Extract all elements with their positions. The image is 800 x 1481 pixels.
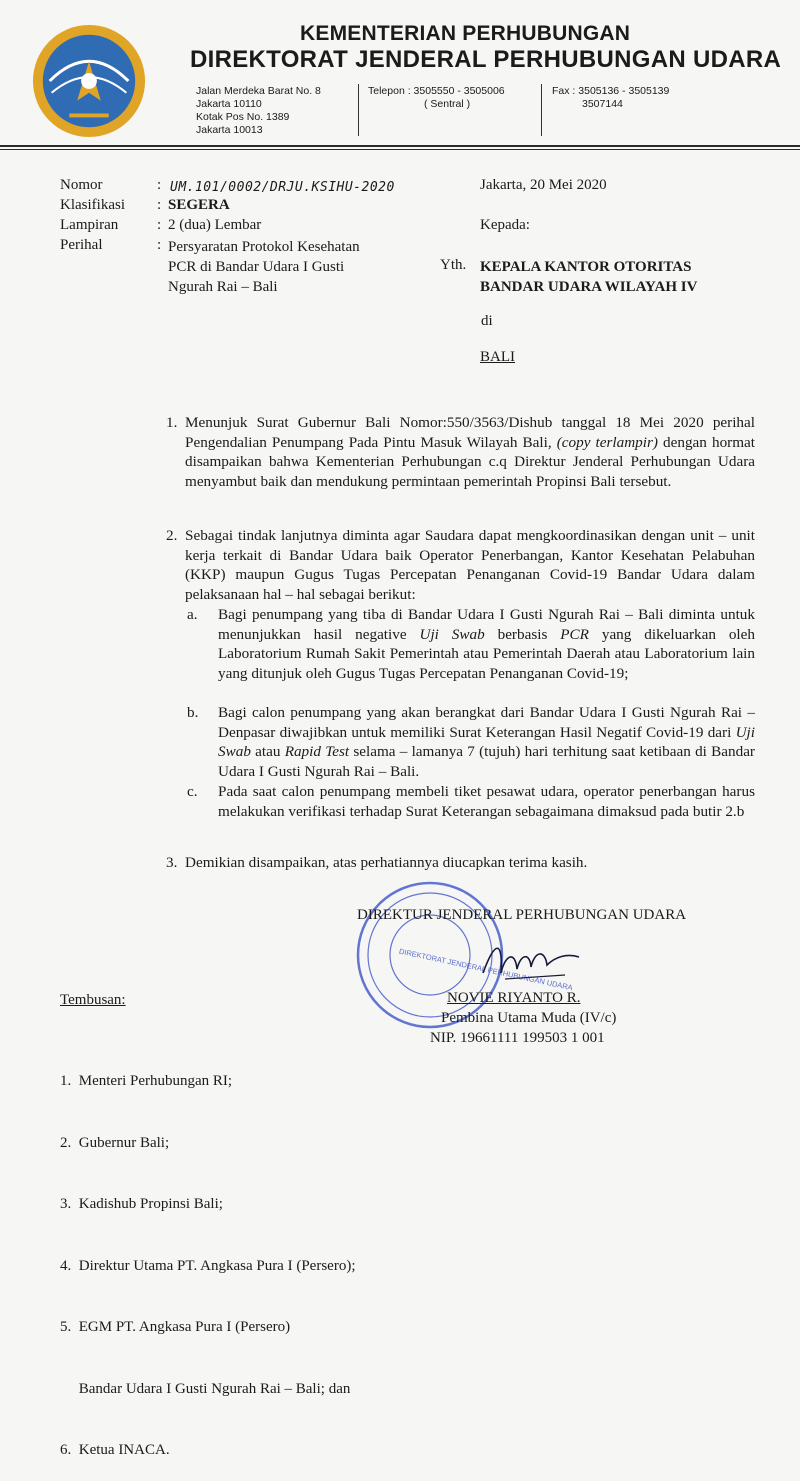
fax-value: 3505136 - 3505139 (578, 85, 670, 97)
colon: : (157, 237, 162, 253)
cc-title: Tembusan: (60, 992, 126, 1008)
telephone-value: 3505550 - 3505006 (413, 85, 505, 97)
nomor-value: UM.101/0002/DRJU.KSIHU-2020 (170, 180, 395, 195)
perihal-value (168, 237, 360, 297)
address-block (196, 85, 321, 137)
header-rule (0, 145, 800, 147)
signatory-title: DIREKTUR JENDERAL PERHUBUNGAN UDARA (357, 907, 687, 923)
paragraph-3: Demikian disampaikan, atas perhatiannya diucapkan terima kasih. (185, 854, 588, 871)
item-label: b. (187, 704, 199, 721)
handwritten-signature (475, 935, 585, 985)
item-b (218, 703, 755, 781)
para-number: 2. (166, 527, 178, 544)
stamp-text: DIREKTORAT JENDERAL PERHUBUNGAN UDARA (398, 946, 574, 993)
cc-item: 6. Ketua INACA. (60, 1442, 170, 1458)
italic-text: Uji Swab (419, 625, 485, 643)
colon: : (157, 177, 162, 193)
di-label: di (481, 313, 493, 329)
address-line: Jalan Merdeka Barat No. 8 (196, 85, 321, 97)
recipient (480, 257, 697, 297)
item-text: Bagi calon penumpang yang akan berangkat dari Bandar Udara I Gusti Ngurah Rai – Denpasar diwajibkan untuk memiliki Surat Keterangan Hasil Negatif Covid-19 dari (218, 704, 755, 741)
recipient-line: BANDAR UDARA WILAYAH IV (480, 279, 698, 295)
italic-text: Uji Swab (218, 723, 755, 760)
item-text: berbasis (484, 625, 561, 643)
item-text: yang dikeluarkan oleh Laboratorium Rumah Sakit Pemerintah atau Pemerintah Daerah atau Laboratorium lain yang ditunjuk oleh Gugus Tugas Percepatan Penanganan Covid-19; (218, 625, 755, 682)
cc-item: 4. Direktur Utama PT. Angkasa Pura I (Persero); (60, 1257, 356, 1274)
kepada-label: Kepada: (480, 217, 530, 233)
colon: : (157, 217, 162, 233)
fax-block (552, 85, 669, 111)
lampiran-label: Lampiran (60, 217, 119, 233)
yth-label: Yth. (440, 257, 467, 273)
klasifikasi-value: SEGERA (168, 197, 230, 213)
address-line: Jakarta 10110 (196, 98, 262, 110)
cc-item: 2. Gubernur Bali; (60, 1134, 170, 1151)
italic-text: PCR (560, 625, 589, 643)
italic-text: Rapid Test (284, 743, 350, 760)
item-text: selama – lamanya 7 (tujuh) hari terhitung saat ketibaan di Bandar Udara I Gusti Ngurah Rai – Bali. (218, 743, 755, 780)
signatory-name: NOVIE RIYANTO R. (447, 990, 581, 1006)
para-number: 1. (166, 414, 178, 431)
cc-item: 3. Kadishub Propinsi Bali; (60, 1196, 223, 1212)
item-label: a. (187, 606, 198, 623)
item-text: Bagi penumpang yang tiba di Bandar Udara I Gusti Ngurah Rai – Bali diminta untuk menunjukkan hasil negative (218, 606, 755, 643)
divider (541, 84, 542, 136)
perihal-line: Ngurah Rai – Bali (168, 279, 278, 295)
colon: : (157, 197, 162, 213)
cc-item: 1. Menteri Perhubungan RI; (60, 1073, 233, 1089)
address-line: Kotak Pos No. 1389 (196, 111, 290, 123)
item-a (218, 605, 755, 683)
recipient-line: KEPALA KANTOR OTORITAS (480, 259, 692, 275)
paragraph-text: dengan hormat disampaikan bahwa Kementerian Perhubungan c.q Direktur Jenderal Perhubungan Udara menyambut baik dan mendukung permintaan pemerintah Propinsi Bali tersebut. (185, 433, 755, 490)
ministry-logo (30, 22, 148, 140)
paragraph-text: Menunjuk Surat Gubernur Bali Nomor:550/3563/Dishub tanggal 18 Mei 2020 perihal Pengendalian Penumpang Pada Pintu Masuk Wilayah Bali, (185, 414, 755, 451)
perihal-line: Persyaratan Protokol Kesehatan (168, 239, 360, 255)
cc-item: 5. EGM PT. Angkasa Pura I (Persero) (60, 1319, 291, 1335)
italic-text: (copy terlampir) (556, 433, 658, 451)
signatory-nip: NIP. 19661111 199503 1 001 (430, 1030, 605, 1046)
item-text: atau (250, 743, 285, 760)
klasifikasi-label: Klasifikasi (60, 197, 125, 213)
directorate-name: DIREKTORAT JENDERAL PERHUBUNGAN UDARA (190, 46, 782, 73)
lampiran-value: 2 (dua) Lembar (168, 217, 262, 233)
cc-item: Bandar Udara I Gusti Ngurah Rai – Bali; dan (60, 1380, 351, 1397)
divider (358, 84, 359, 136)
header-rule (0, 149, 800, 150)
telephone-note: ( Sentral ) (424, 98, 471, 110)
perihal-line: PCR di Bandar Udara I Gusti (168, 259, 345, 275)
address-line: Jakarta 10013 (196, 124, 263, 136)
paragraph-2: Sebagai tindak lanjutnya diminta agar Saudara dapat mengkoordinasikan dengan unit – unit kerja terkait di Bandar Udara baik Operator Penerbangan, Kantor Kesehatan Pelabuhan (KKP) maupun Gugus Tugas Percepatan Penanganan Covid-19 Bandar Udara dalam pelaksanaan hal – hal sebagai berikut: (185, 527, 755, 603)
telephone-label: Telepon : (368, 85, 411, 97)
cc-list (60, 1030, 355, 1481)
signatory-rank: Pembina Utama Muda (IV/c) (441, 1010, 617, 1026)
nomor-label: Nomor (60, 177, 103, 193)
place-date: Jakarta, 20 Mei 2020 (480, 177, 607, 193)
fax-value-2: 3507144 (582, 98, 623, 110)
paragraph-1 (185, 413, 755, 491)
perihal-label: Perihal (60, 237, 103, 253)
ministry-name: KEMENTERIAN PERHUBUNGAN (300, 22, 631, 45)
item-label: c. (187, 783, 198, 800)
fax-label: Fax : (552, 85, 576, 97)
para-number: 3. (166, 854, 178, 871)
city: BALI (480, 349, 515, 365)
item-c: Pada saat calon penumpang membeli tiket pesawat udara, operator penerbangan harus melakukan verifikasi terhadap Surat Keterangan sebagaimana dimaksud pada butir 2.b (218, 783, 755, 820)
telephone-block (368, 85, 505, 111)
